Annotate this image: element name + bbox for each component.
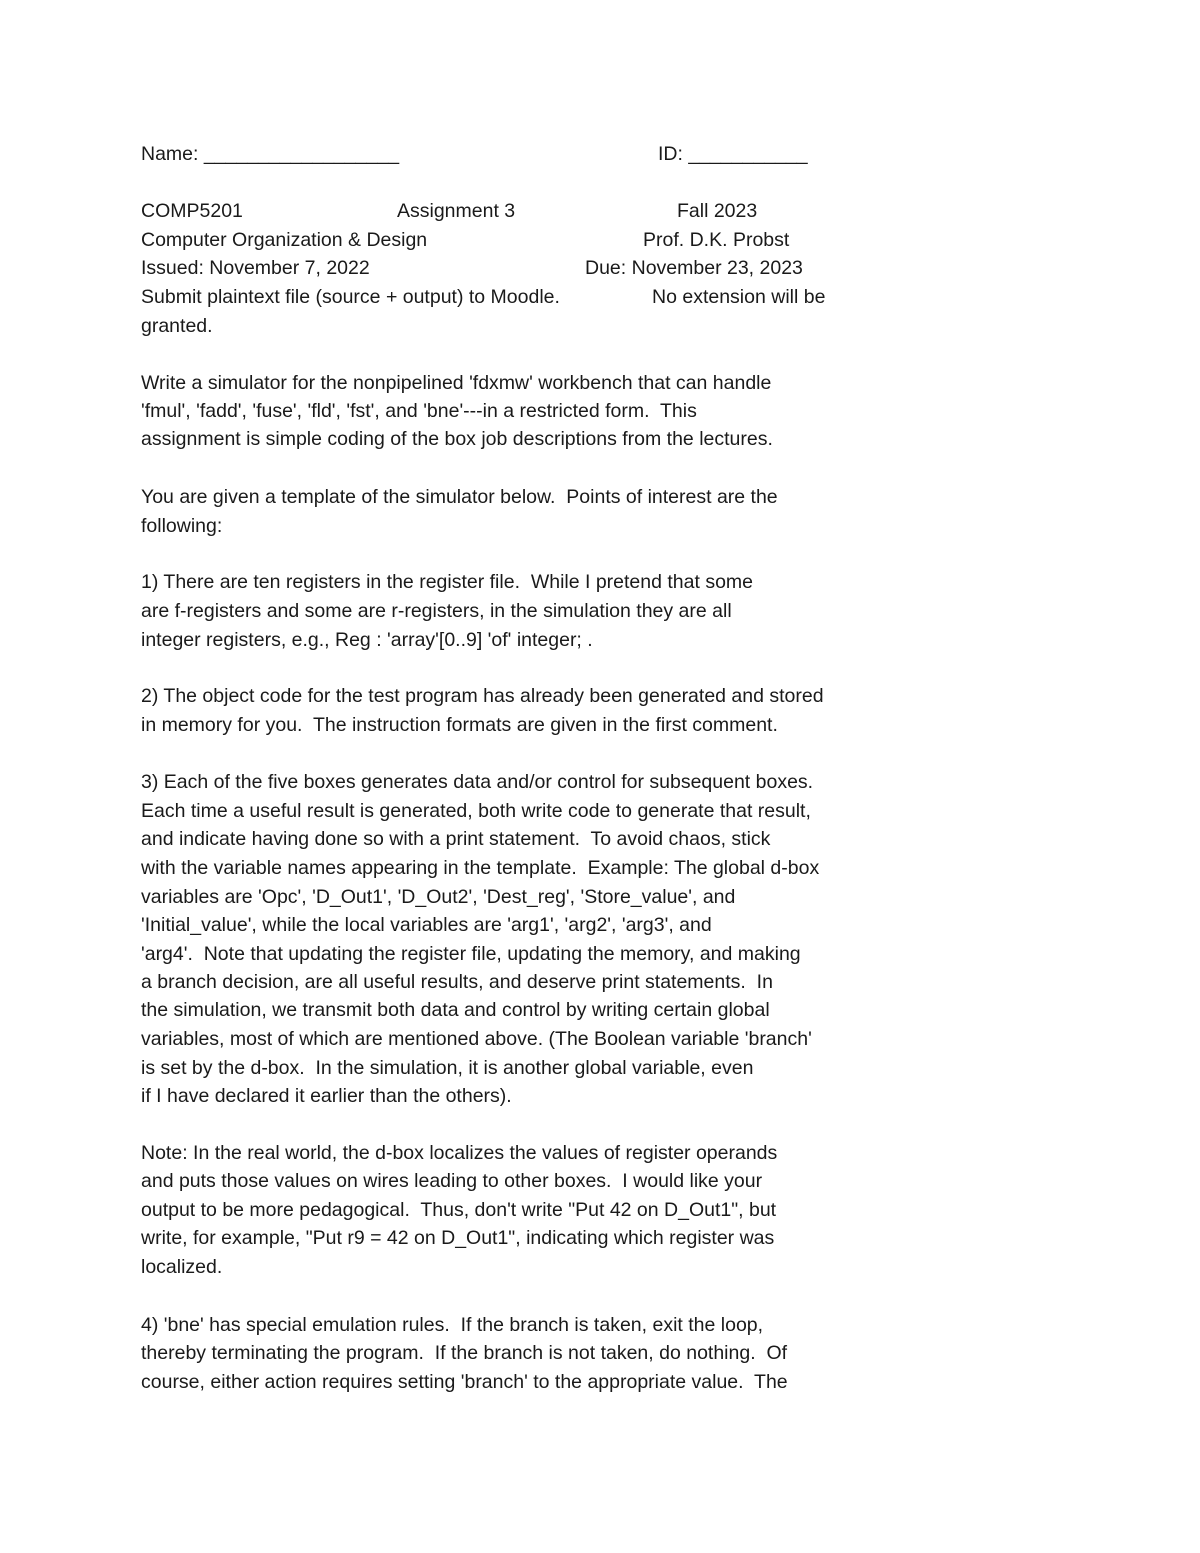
point4-line: course, either action requires setting 'branch' to the appropriate value. The [141,1371,788,1393]
submit-instructions: Submit plaintext file (source + output) to Moodle. [141,286,560,308]
point2-line: 2) The object code for the test program has already been generated and stored [141,685,824,707]
due-date: Due: November 23, 2023 [585,257,803,279]
point3-line: 'arg4'. Note that updating the register file, updating the memory, and making [141,943,801,965]
course-title: Computer Organization & Design [141,229,428,251]
term: Fall 2023 [677,200,758,222]
point3-line: variables, most of which are mentioned above. (The Boolean variable 'branch' [141,1028,812,1050]
note-line: Note: In the real world, the d-box localizes the values of register operands [141,1142,778,1164]
template-note-line: following: [141,515,223,537]
note-line: write, for example, "Put r9 = 42 on D_Out1", indicating which register was [141,1227,775,1249]
note-line: output to be more pedagogical. Thus, don't write "Put 42 on D_Out1", but [141,1199,777,1221]
point3-line: and indicate having done so with a print statement. To avoid chaos, stick [141,828,771,850]
point2-line: in memory for you. The instruction formats are given in the first comment. [141,714,778,736]
point4-line: 4) 'bne' has special emulation rules. If the branch is taken, exit the loop, [141,1314,764,1336]
point3-line: a branch decision, are all useful results, and deserve print statements. In [141,971,773,993]
course-code: COMP5201 [141,200,243,222]
point3-line: variables are 'Opc', 'D_Out1', 'D_Out2', 'Dest_reg', 'Store_value', and [141,886,736,908]
intro-line: assignment is simple coding of the box job descriptions from the lectures. [141,428,773,450]
point3-line: with the variable names appearing in the template. Example: The global d-box [141,857,820,879]
note-line: and puts those values on wires leading to other boxes. I would like your [141,1170,763,1192]
id-field: ID: ___________ [658,143,808,165]
issued-date: Issued: November 7, 2022 [141,257,370,279]
intro-line: Write a simulator for the nonpipelined 'fdxmw' workbench that can handle [141,372,772,394]
note-line: localized. [141,1256,223,1278]
point1-line: integer registers, e.g., Reg : 'array'[0..9] 'of' integer; . [141,629,593,651]
extension-note-cont: granted. [141,315,213,337]
assignment-title: Assignment 3 [397,200,516,222]
intro-line: 'fmul', 'fadd', 'fuse', 'fld', 'fst', and 'bne'---in a restricted form. This [141,400,697,422]
name-field: Name: __________________ [141,143,400,165]
point3-line: Each time a useful result is generated, both write code to generate that result, [141,800,811,822]
professor: Prof. D.K. Probst [643,229,790,251]
point3-line: the simulation, we transmit both data and control by writing certain global [141,999,770,1021]
point4-line: thereby terminating the program. If the branch is not taken, do nothing. Of [141,1342,788,1364]
point3-line: if I have declared it earlier than the others). [141,1085,512,1107]
template-note-line: You are given a template of the simulator below. Points of interest are the [141,486,778,508]
extension-note: No extension will be [652,286,826,308]
point1-line: are f-registers and some are r-registers, in the simulation they are all [141,600,732,622]
point3-line: 3) Each of the five boxes generates data and/or control for subsequent boxes. [141,771,814,793]
point1-line: 1) There are ten registers in the register file. While I pretend that some [141,571,754,593]
point3-line: 'Initial_value', while the local variables are 'arg1', 'arg2', 'arg3', and [141,914,712,936]
point3-line: is set by the d-box. In the simulation, it is another global variable, even [141,1057,754,1079]
